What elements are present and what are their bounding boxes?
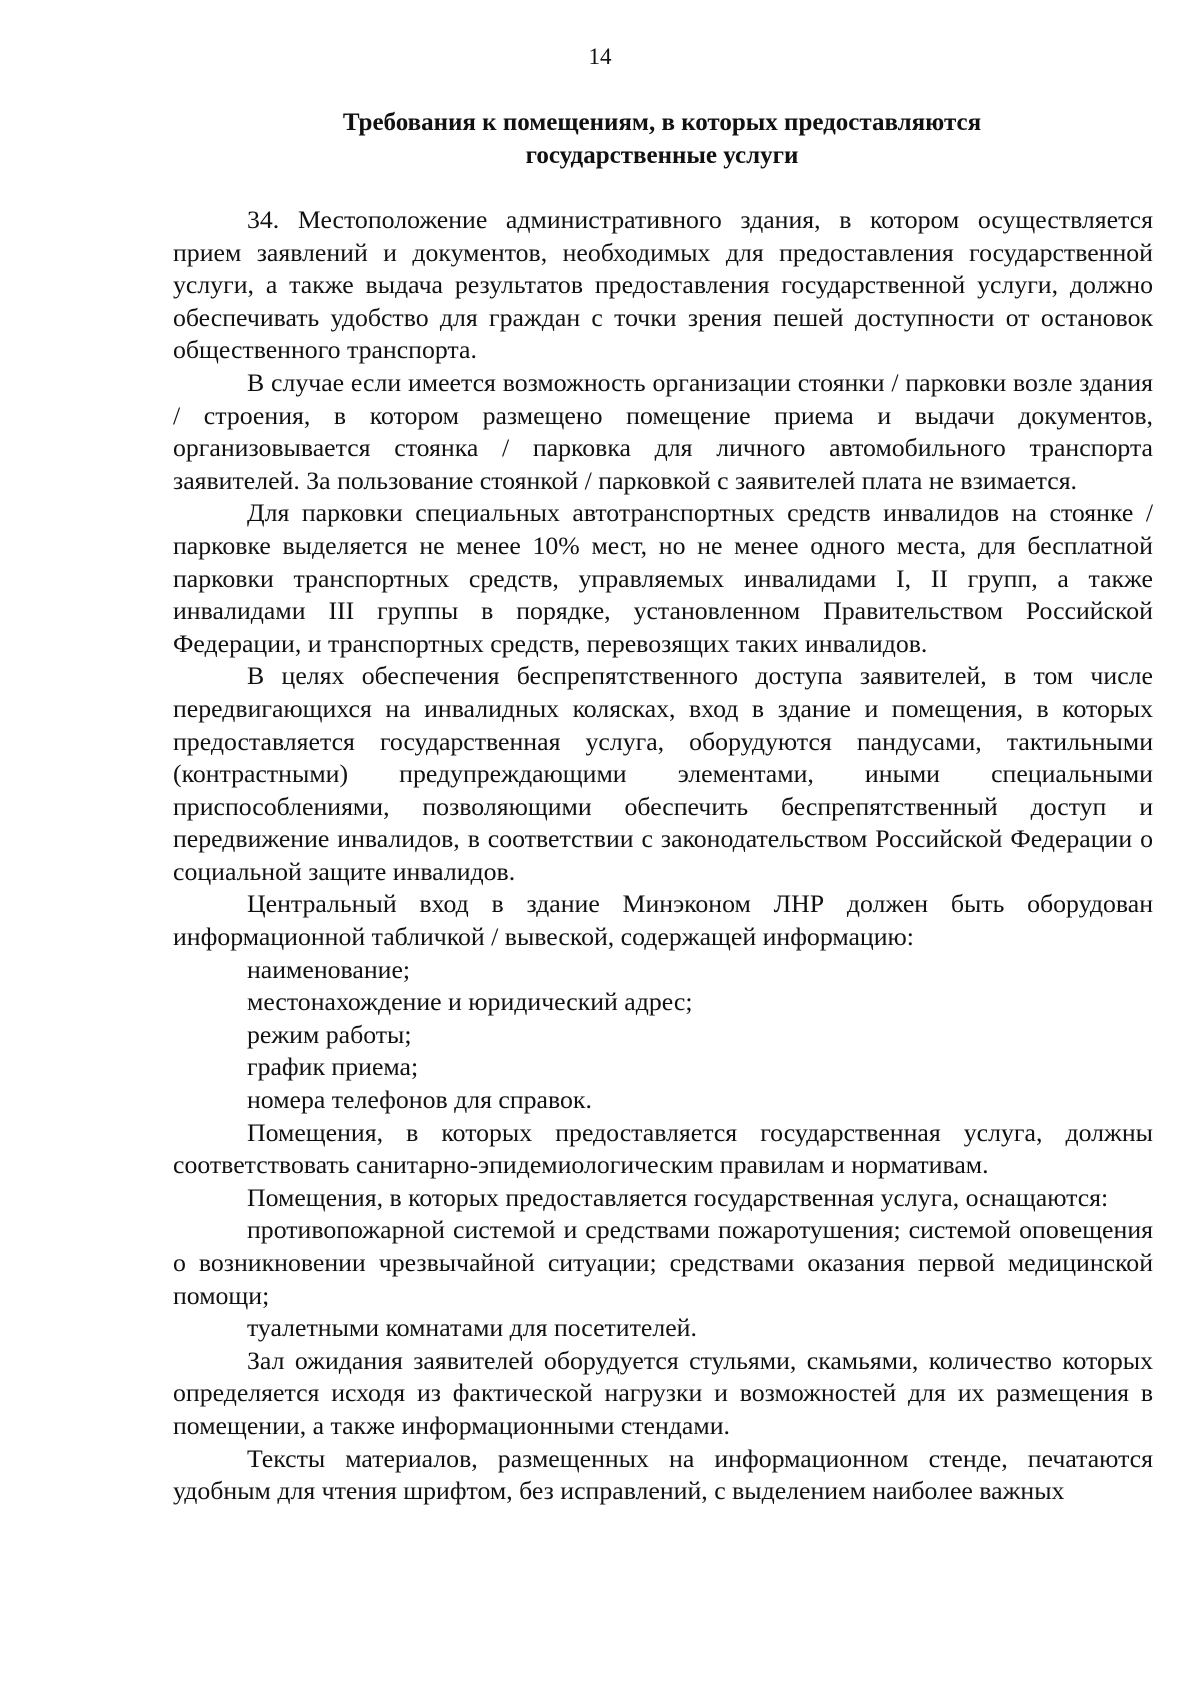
paragraph-waiting-hall: Зал ожидания заявителей оборудуется стульями, скамьями, количество которых определяется исходя из фактической нагрузки и возможностей для их размещения в помещении, а также информационными стендами.: [173, 1345, 1153, 1440]
paragraph-fire-safety: противопожарной системой и средствами пожаротушения; системой оповещения о возникновении чрезвычайной ситуации; средствами оказания первой медицинской помощи;: [173, 1215, 1153, 1310]
body-text: [173, 204, 1153, 1508]
paragraph-entrance-sign: Центральный вход в здание Минэконом ЛНР должен быть оборудован информационной табличкой / вывеской, содержащей информацию:: [173, 889, 1153, 952]
list-item-phone-numbers: номера телефонов для справок.: [247, 1085, 592, 1115]
paragraph-toilets: туалетными комнатами для посетителей.: [247, 1313, 697, 1343]
paragraph-accessibility: В целях обеспечения беспрепятственного доступа заявителей, в том числе передвигающихся на инвалидных колясках, вход в здание и помещения, в которых предоставляется государственная услуга, оборудуются пандусами, тактильными (контрастными) предупреждающими элементами, иными специальными приспособлениями, позволяющими обеспечить беспрепятственный доступ и передвижение инвалидов, в соответствии с законодательством Российской Федерации о социальной защите инвалидов.: [173, 661, 1153, 886]
section-heading-line-2: государственные услуги: [525, 142, 799, 169]
paragraph-sanitary: Помещения, в которых предоставляется государственная услуга, должны соответствовать санитарно-эпидемиологическим правилам и нормативам.: [173, 1117, 1153, 1180]
list-item-address: местонахождение и юридический адрес;: [247, 987, 693, 1017]
list-item-name: наименование;: [247, 954, 411, 984]
paragraph-location: 34. Местоположение административного здания, в котором осуществляется прием заявлений и документов, необходимых для предоставления государственной услуги, а также выдача результатов предоставления государственной услуги, должно обеспечивать удобство для граждан с точки зрения пешей доступности от остановок общественного транспорта.: [173, 205, 1153, 365]
paragraph-info-stand: Тексты материалов, размещенных на информационном стенде, печатаются удобным для чтения шрифтом, без исправлений, с выделением наиболее важных: [173, 1443, 1153, 1506]
page-number: 14: [588, 44, 612, 69]
section-heading-line-1: Требования к помещениям, в которых предоставляются: [342, 109, 982, 136]
list-item-work-hours: режим работы;: [247, 1019, 412, 1049]
paragraph-equipment-intro: Помещения, в которых предоставляется государственная услуга, оснащаются:: [247, 1182, 1109, 1212]
section-heading: [172, 106, 1152, 172]
paragraph-parking: В случае если имеется возможность организации стоянки / парковки возле здания / строения, в котором размещено помещение приема и выдачи документов, организовывается стоянка / парковка для личного автомобильного транспорта заявителей. За пользование стоянкой / парковкой с заявителей плата не взимается.: [173, 367, 1153, 495]
list-item-reception-schedule: график приема;: [247, 1052, 419, 1082]
paragraph-disabled-parking: Для парковки специальных автотранспортных средств инвалидов на стоянке / парковке выделяется не менее 10% мест, но не менее одного места, для бесплатной парковки транспортных средств, управляемых инвалидами I, II групп, а также инвалидами III группы в порядке, установленном Правительством Российской Федерации, и транспортных средств, перевозящих таких инвалидов.: [173, 498, 1153, 658]
